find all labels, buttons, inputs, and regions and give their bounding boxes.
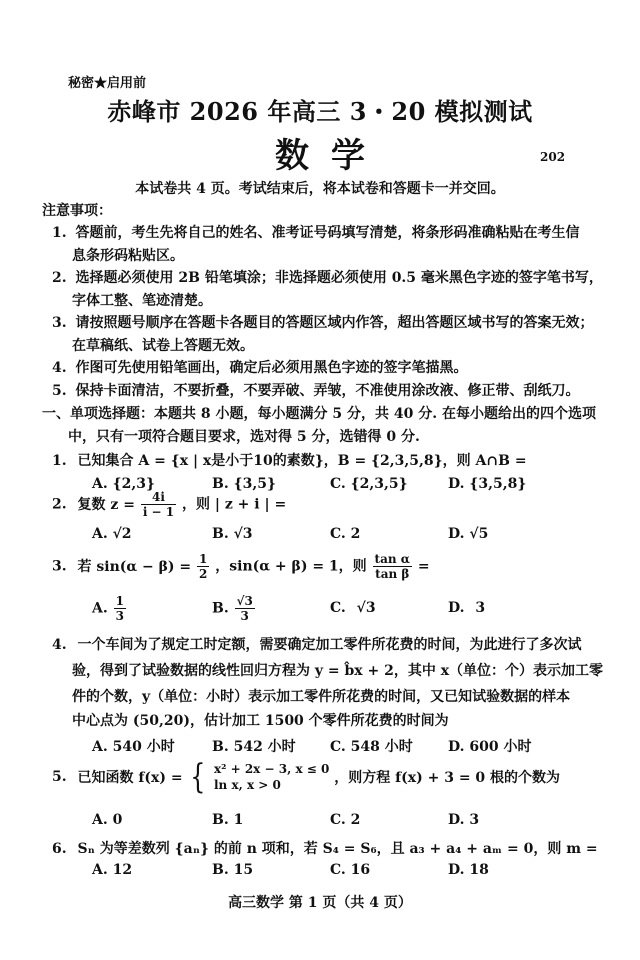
note-text: 答题前，考生先将自己的姓名、准考证号码填写清楚，将条形码准确粘贴在考生信 [75, 225, 580, 241]
question-2 [52, 490, 286, 519]
fraction [373, 552, 412, 581]
question-1 [52, 450, 527, 470]
q1-option-d: D. {3,5,8} [448, 476, 527, 492]
q5-option-c: C. 2 [330, 812, 361, 828]
fraction-numerator: tan α [374, 552, 411, 566]
fraction-numerator: √3 [236, 594, 253, 608]
question-stem: 复数 z = [77, 496, 135, 513]
note-text: 请按照题号顺序在答题卡各题目的答题区域内作答，超出答题区域书写的答案无效； [75, 315, 594, 331]
fraction [114, 594, 126, 623]
subject-title: 数学 [275, 136, 387, 176]
q6-option-a: A. 12 [92, 862, 133, 878]
question-6 [52, 838, 598, 858]
question-number: 6. [52, 841, 67, 857]
question-number: 4. [52, 637, 67, 653]
question-stem-middle: ，sin(α + β) = 1，则 [215, 558, 367, 575]
fraction [141, 490, 176, 519]
note-number: 2. [52, 270, 67, 286]
note-1 [52, 222, 580, 242]
question-stem: 已知集合 A = {x | x是小于10的素数}，B = {2,3,5,8}，则 A∩B = [77, 453, 527, 469]
question-stem-end: ，则 | z + i | = [182, 496, 287, 513]
q4-option-a: A. 540 小时 [92, 739, 175, 755]
year-fragment: 202 [540, 150, 566, 164]
fraction-denominator: 3 [240, 609, 249, 623]
piecewise-function [214, 761, 329, 793]
note-number: 3. [52, 315, 67, 331]
q2-option-b: B. √3 [212, 526, 253, 542]
note-1-cont: 息条形码粘贴区。 [72, 248, 184, 264]
q1-option-b: B. {3,5} [212, 476, 276, 492]
q6-option-b: B. 15 [212, 862, 254, 878]
piece-2: ln x, x > 0 [214, 778, 281, 792]
section-heading: 一、单项选择题：本题共 8 小题，每小题满分 5 分，共 40 分. 在每小题给出的四个选项 [42, 406, 596, 422]
q5-option-b: B. 1 [212, 812, 244, 828]
fraction [197, 552, 209, 581]
note-number: 4. [52, 360, 67, 376]
exam-info: 本试卷共 4 页。考试结束后，将本试卷和答题卡一并交回。 [135, 181, 505, 197]
note-4 [52, 357, 468, 377]
option-label: C. [330, 600, 346, 616]
question-stem-end: ，则方程 f(x) + 3 = 0 根的个数为 [334, 770, 561, 786]
option-label: D. [448, 600, 465, 616]
q3-option-d [448, 600, 485, 616]
q1-option-c: C. {2,3,5} [330, 476, 408, 492]
option-text: √3 [356, 600, 376, 616]
q6-option-c: C. 16 [330, 862, 371, 878]
fraction-denominator: i − 1 [142, 505, 175, 519]
question-3 [52, 552, 430, 581]
question-number: 5. [52, 769, 67, 785]
question-4-line-3: 件的个数，y（单位：小时）表示加工零件所花费的时间，又已知试验数据的样本 [72, 689, 571, 705]
option-label: A. [92, 600, 108, 617]
note-2 [52, 267, 603, 287]
q4-option-c: C. 548 小时 [330, 739, 413, 755]
note-text: 保持卡面清洁，不要折叠，不要弄破、弄皱，不准使用涂改液、修正带、刮纸刀。 [75, 383, 580, 399]
question-number: 3. [52, 558, 67, 575]
note-5 [52, 380, 580, 400]
q4-option-b: B. 542 小时 [212, 739, 296, 755]
q2-option-a: A. √2 [92, 526, 132, 542]
note-number: 1. [52, 225, 67, 241]
question-stem: 若 sin(α − β) = [77, 558, 192, 575]
secret-mark: 秘密★启用前 [68, 76, 147, 91]
note-text: 选择题必须使用 2B 铅笔填涂；非选择题必须使用 0.5 毫米黑色字迹的签字笔书写， [75, 270, 603, 286]
q6-option-d: D. 18 [448, 862, 489, 878]
question-stem: Sₙ 为等差数列 {aₙ} 的前 n 项和，若 S₄ = S₆，且 a₃ + a₄ + aₘ = 0，则 m = [77, 841, 598, 857]
page-footer: 高三数学 第 1 页（共 4 页） [228, 895, 412, 911]
question-number: 1. [52, 453, 67, 469]
q3-option-a [92, 594, 127, 623]
q4-option-d: D. 600 小时 [448, 739, 532, 755]
question-number: 2. [52, 496, 67, 513]
q3-option-b [212, 594, 256, 623]
brace-symbol: { [190, 757, 206, 797]
question-5 [52, 757, 561, 797]
fraction-numerator: 1 [115, 594, 124, 608]
note-3 [52, 312, 594, 332]
exam-title: 赤峰市 2026 年高三 3・20 模拟测试 [107, 97, 533, 126]
q5-option-a: A. 0 [92, 812, 123, 828]
section-heading-cont: 中，只有一项符合题目要求，选对得 5 分，选错得 0 分. [68, 429, 420, 445]
note-text: 作图可先使用铅笔画出，确定后必须用黑色字迹的签字笔描黑。 [75, 360, 468, 376]
question-4-line-2: 验，得到了试验数据的线性回归方程为 y = b̂x + 2，其中 x（单位：个）表示加工零 [72, 663, 604, 679]
q3-option-c [330, 600, 376, 616]
option-text: 3 [475, 600, 486, 616]
notes-title: 注意事项： [42, 203, 112, 219]
note-number: 5. [52, 383, 67, 399]
piece-1: x² + 2x − 3, x ≤ 0 [214, 762, 330, 776]
q1-option-a: A. {2,3} [92, 476, 155, 492]
question-4-line-4: 中心点为 (50,20)，估计加工 1500 个零件所花费的时间为 [72, 713, 449, 729]
fraction-denominator: 3 [115, 609, 124, 623]
note-3-cont: 在草稿纸、试卷上答题无效。 [72, 338, 254, 354]
q5-option-d: D. 3 [448, 812, 480, 828]
q2-option-c: C. 2 [330, 526, 361, 542]
question-stem: 一个车间为了规定工时定额，需要确定加工零件所花费的时间，为此进行了多次试 [77, 637, 582, 653]
question-stem: 已知函数 f(x) = [77, 770, 183, 786]
option-label: B. [212, 600, 229, 617]
question-4 [52, 634, 582, 654]
fraction [235, 594, 255, 623]
fraction-denominator: 2 [199, 567, 208, 581]
fraction-numerator: 4i [141, 490, 176, 505]
question-stem-end: = [417, 558, 430, 575]
fraction-numerator: 1 [199, 552, 208, 566]
q2-option-d: D. √5 [448, 526, 489, 542]
fraction-denominator: tan β [375, 567, 410, 581]
note-2-cont: 字体工整、笔迹清楚。 [72, 293, 212, 309]
